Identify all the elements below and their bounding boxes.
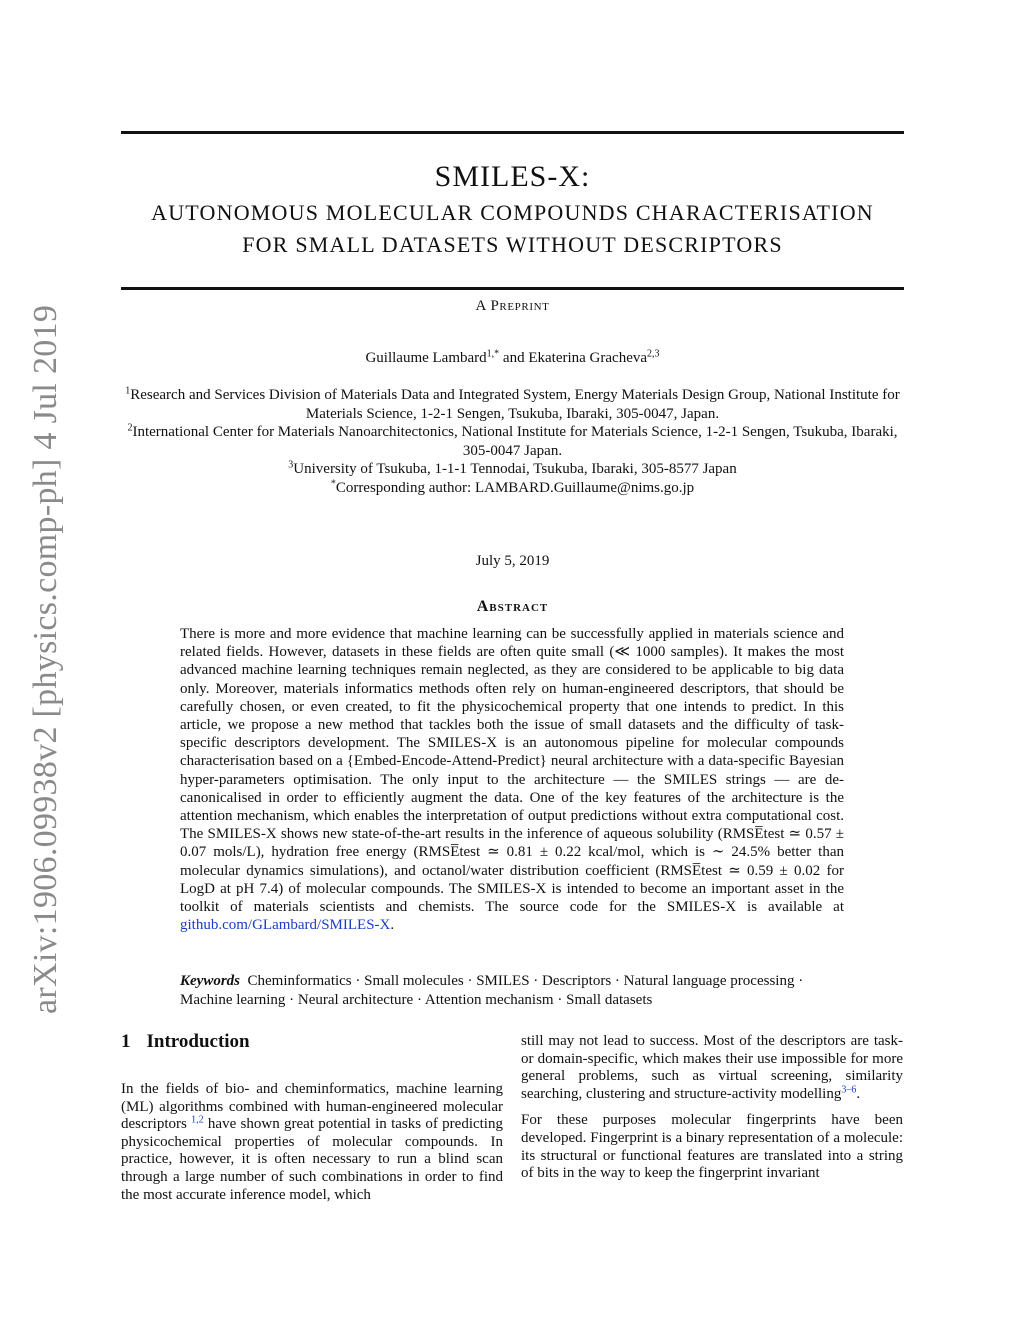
preprint-label: A Preprint [475, 298, 550, 314]
arxiv-identifier: arXiv:1906.09938v2 [physics.comp-ph] 4 Jul 2019 [27, 304, 64, 1014]
author-conjunction: and [499, 350, 529, 366]
intro-paragraph: In the fields of bio- and cheminformatics, machine learning (ML) algorithms combined with human-engineered molecular descriptors $^{1,2}$ have shown great potential in tasks of predicting physicochemical properties of molecular compounds. In practice, however, it is often necessary to run a blind scan through a large number of such combinations in order to find the most accurate inference model, which [121, 1081, 503, 1203]
affiliation-2: $^2$International Center for Materials Nanoarchitectonics, National Institute for Materials Science, 1-2-1 Sengen, Tsukuba, Ibaraki, 305-0047 Japan. [127, 422, 898, 459]
paper-subtitle-line2: FOR SMALL DATASETS WITHOUT DESCRIPTORS [242, 232, 783, 257]
paper-subtitle-line1: AUTONOMOUS MOLECULAR COMPOUNDS CHARACTERISATION [151, 200, 874, 225]
author-affiliation-mark: 1,* [486, 348, 500, 360]
corresponding-author: *Corresponding author: LAMBARD.Guillaume@nims.go.jp [330, 478, 695, 496]
keywords-label: Keywords [180, 973, 240, 989]
section-heading-introduction [121, 1031, 250, 1053]
affiliations [121, 386, 904, 497]
abstract-body [180, 625, 844, 934]
section-number: 1 [121, 1031, 131, 1052]
affiliation-3: $^3$University of Tsukuba, 1-1-1 Tennodai, Tsukuba, Ibaraki, 305-8577 Japan [288, 459, 737, 477]
intro-paragraph: For these purposes molecular fingerprints have been developed. Fingerprint is a binary representation of a molecule: its structural or functional features are translated into a string of bits in the way to keep the fingerprint invariant [521, 1112, 903, 1182]
author-affiliation-mark: 2,3 [647, 348, 660, 360]
intro-left-column [121, 1081, 503, 1204]
paper-date: July 5, 2019 [475, 553, 550, 569]
author-list [121, 350, 904, 367]
author-name: Ekaterina Gracheva [528, 350, 648, 366]
abstract-text: There is more and more evidence that machine learning can be successfully applied in materials science and related fields. However, datasets in these fields are often quite small (≪ 1000 samples). It makes the most advanced machine learning techniques remain neglected, as they are considered to be applicable to big data only. Moreover, materials informatics methods often rely on human-engineered descriptors, that should be carefully chosen, or even created, to fit the physicochemical property that one intends to predict. In this article, we propose a new method that tackles both the issue of small datasets and the difficulty of task-specific descriptors development. The SMILES-X is an autonomous pipeline for molecular compounds characterisation based on a {Embed-Encode-Attend-Predict} neural architecture with a data-specific Bayesian hyper-parameters optimisation. The only input to the architecture — the SMILES strings — are de-canonicalised in order to efficiently augment the data. One of the key features of the architecture is the attention mechanism, which enables the interpretation of output predictions without extra computational cost. The SMILES-X shows new state-of-the-art results in the inference of aqueous solubility (RMSE̅test ≃ 0.57 ± 0.07 mols/L), hydration free energy (RMSE̅test ≃ 0.81 ± 0.22 kcal/mol, which is ∼ 24.5% better than molecular dynamics simulations), and octanol/water distribution coefficient (RMSE̅test ≃ 0.59 ± 0.02 for LogD at pH 7.4) of molecular compounds. The SMILES-X is intended to become an important asset in the toolkit of materials scientists and chemists. The source code for the SMILES-X is available at [180, 626, 844, 916]
source-code-link[interactable]: github.com/GLambard/SMILES-X [180, 917, 391, 934]
intro-right-column [521, 1033, 903, 1183]
keywords-list: Cheminformatics · Small molecules · SMILES · Descriptors · Natural language processing · Machine learning · Neural architecture · Attention mechanism · Small datasets [180, 973, 804, 1008]
citation-link[interactable]: 3–6 [841, 1084, 857, 1096]
affiliation-1: $^1$Research and Services Division of Materials Data and Integrated System, Energy Materials Design Group, National Institute for Materials Science, 1-2-1 Sengen, Tsukuba, Ibaraki, 305-0047, Japan. [125, 385, 900, 422]
abstract-end: . [390, 917, 395, 934]
title-rule-top [121, 131, 904, 134]
keywords [180, 972, 844, 1009]
section-title: Introduction [146, 1031, 250, 1052]
author-name: Guillaume Lambard [365, 350, 487, 366]
paper-title: SMILES-X: [434, 160, 591, 193]
abstract-heading: Abstract [476, 598, 549, 615]
intro-paragraph: still may not lead to success. Most of the descriptors are task- or domain-specific, which makes their use impossible for more general problems, such as virtual screening, similarity searching, clustering and structure-activity modelling$^{3-6}$. [521, 1033, 903, 1102]
citation-link[interactable]: 1,2 [191, 1114, 204, 1126]
title-rule-bottom [121, 287, 904, 290]
